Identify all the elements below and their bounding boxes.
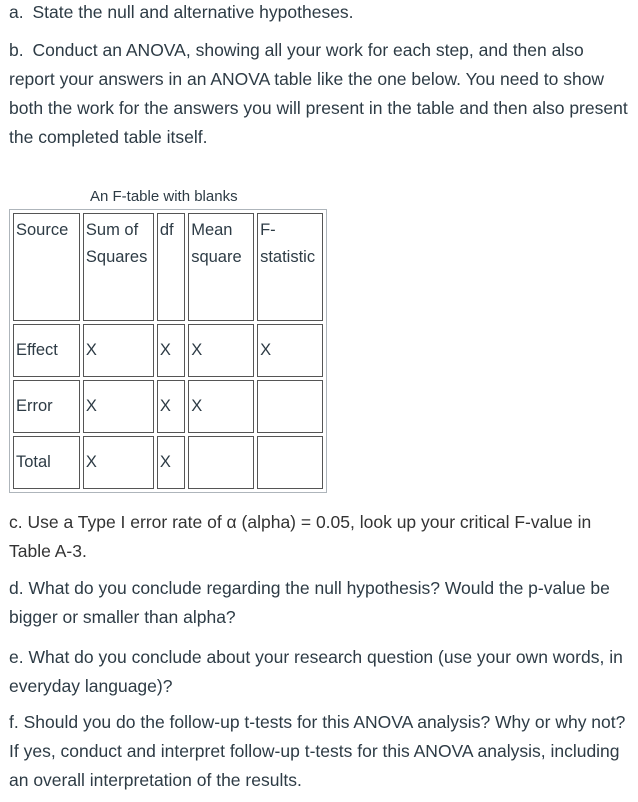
cell-effect-ms: X [188,324,254,377]
question-e: e. What do you conclude about your research question (use your own words, in everyday language)? [9,647,623,696]
table-row-error [13,380,323,433]
question-a-text: State the null and alternative hypotheses. [32,2,354,22]
table-row-total [13,436,323,489]
cell-error-ms: X [188,380,254,433]
question-b-text: Conduct an ANOVA, showing all your work for each step, and then also report your answers in an ANOVA table like the one below. You need to show both the work for the answers you will present in the table and then also present the completed table itself. [9,40,628,147]
table-caption: An F-table with blanks [90,188,238,205]
header-df: df [157,213,185,321]
header-mean-square: Mean square [188,213,254,321]
cell-total-ms-blank [188,436,254,489]
question-b-prefix: b. [9,40,24,60]
question-d: d. What do you conclude regarding the null hypothesis? Would the p-value be bigger or smaller than alpha? [9,578,610,627]
question-a-prefix: a. [9,2,24,22]
header-source: Source [13,213,80,321]
cell-total-f-blank [257,436,323,489]
header-sum-of-squares: Sum of Squares [83,213,154,321]
cell-effect-f: X [257,324,323,377]
row-source-label: Effect [13,324,80,377]
question-a [9,0,631,27]
table-header-row [13,213,323,321]
row-source-label: Total [13,436,80,489]
cell-effect-df: X [157,324,185,377]
table-row-effect [13,324,323,377]
row-source-label: Error [13,380,80,433]
question-c: c. Use a Type I error rate of α (alpha) = 0.05, look up your critical F-value in Table A-3. [9,512,592,561]
cell-total-df: X [157,436,185,489]
anova-f-table [9,209,327,493]
cell-effect-ss: X [83,324,154,377]
cell-error-f-blank [257,380,323,433]
question-b [9,36,631,152]
question-f: f. Should you do the follow-up t-tests for this ANOVA analysis? Why or why not? If yes, conduct and interpret follow-up t-tests for this ANOVA analysis, including an overall interpretation of the results. [9,712,626,790]
cell-error-ss: X [83,380,154,433]
header-f-statistic: F-statistic [257,213,323,321]
cell-error-df: X [157,380,185,433]
cell-total-ss: X [83,436,154,489]
